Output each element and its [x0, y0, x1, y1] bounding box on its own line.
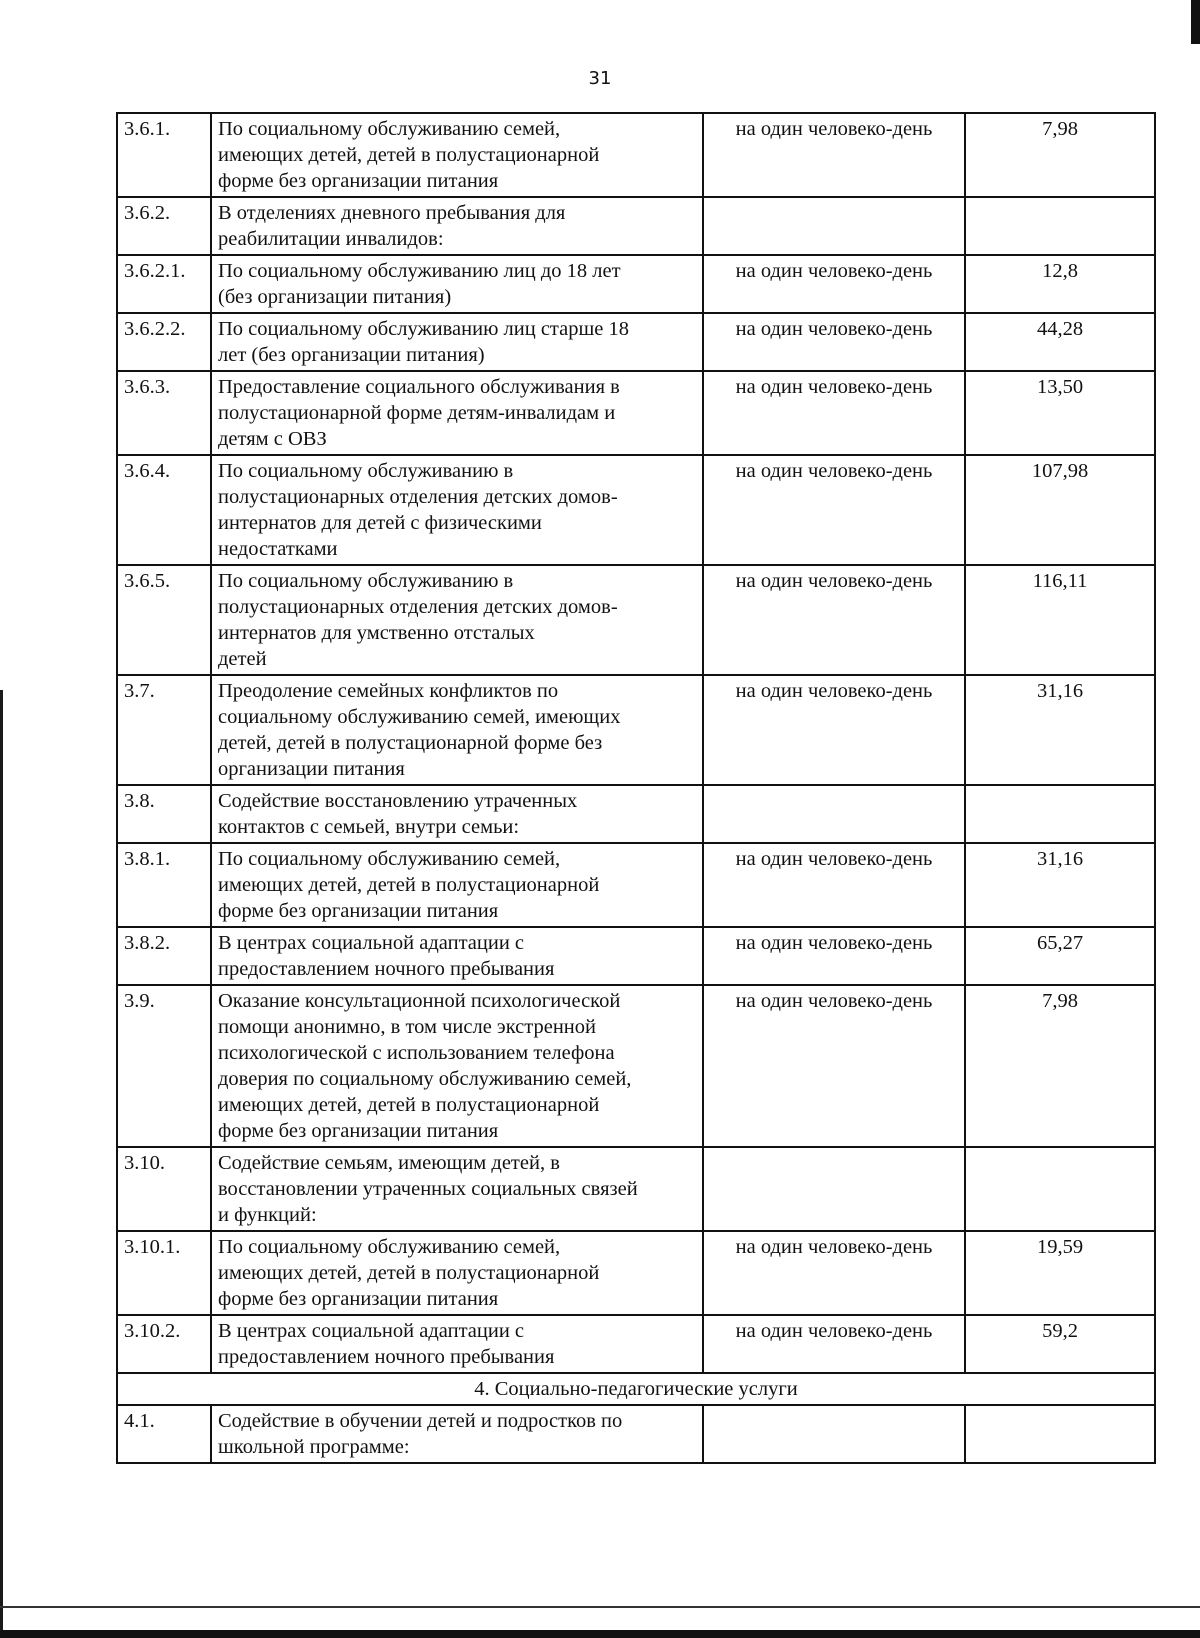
unit-of-measure-cell — [703, 113, 965, 197]
item-number: 3.6.3. — [124, 376, 171, 398]
item-number: 3.6.2.1. — [124, 260, 186, 282]
unit-of-measure: на один человеко-день — [735, 680, 933, 702]
service-description-cell — [211, 1231, 703, 1315]
item-number: 3.8.2. — [124, 932, 171, 954]
table-row — [117, 455, 1155, 565]
tariff-value-cell — [965, 455, 1155, 565]
table-row — [117, 675, 1155, 785]
tariff-value-cell — [965, 1147, 1155, 1231]
item-number: 3.9. — [124, 990, 155, 1012]
item-number-cell — [117, 113, 211, 197]
unit-of-measure-cell — [703, 1315, 965, 1373]
service-description: Содействие восстановлению утраченных контактов с семьей, внутри семьи: — [218, 790, 578, 838]
item-number-cell — [117, 565, 211, 675]
tariff-value-cell — [965, 371, 1155, 455]
item-number-cell — [117, 313, 211, 371]
tariff-value: 59,2 — [1042, 1320, 1078, 1342]
table-row — [117, 1405, 1155, 1463]
item-number-cell — [117, 1315, 211, 1373]
service-description-cell — [211, 255, 703, 313]
item-number-cell — [117, 985, 211, 1147]
table-row — [117, 255, 1155, 313]
table-row — [117, 1147, 1155, 1231]
unit-of-measure: на один человеко-день — [735, 570, 933, 592]
unit-of-measure: на один человеко-день — [735, 118, 933, 140]
service-description-cell — [211, 371, 703, 455]
item-number: 3.6.4. — [124, 460, 171, 482]
unit-of-measure: на один человеко-день — [735, 318, 933, 340]
item-number-cell — [117, 1147, 211, 1231]
tariff-value-cell — [965, 985, 1155, 1147]
service-description: По социальному обслуживанию лиц старше 18 лет (без организации питания) — [218, 318, 629, 366]
service-description: В отделениях дневного пребывания для реабилитации инвалидов: — [218, 202, 566, 250]
unit-of-measure-cell — [703, 843, 965, 927]
service-description: Преодоление семейных конфликтов по социальному обслуживанию семей, имеющих детей, детей в полустационарной форме без организации питания — [218, 680, 621, 780]
item-number-cell — [117, 197, 211, 255]
unit-of-measure-cell — [703, 255, 965, 313]
service-description-cell — [211, 565, 703, 675]
item-number-cell — [117, 455, 211, 565]
item-number: 3.10.2. — [124, 1320, 181, 1342]
item-number-cell — [117, 927, 211, 985]
tariff-value-cell — [965, 255, 1155, 313]
item-number-cell — [117, 675, 211, 785]
tariff-value-cell — [965, 1231, 1155, 1315]
unit-of-measure-cell — [703, 1231, 965, 1315]
item-number: 3.8.1. — [124, 848, 171, 870]
unit-of-measure-cell — [703, 785, 965, 843]
service-description-cell — [211, 113, 703, 197]
scan-edge-bottom — [0, 1630, 1200, 1638]
tariff-value: 31,16 — [1036, 848, 1084, 870]
service-description: По социальному обслуживанию семей, имеющих детей, детей в полустационарной форме без организации питания — [218, 1236, 600, 1310]
table-row — [117, 197, 1155, 255]
service-description-cell — [211, 1147, 703, 1231]
service-description: По социальному обслуживанию лиц до 18 лет (без организации питания) — [218, 260, 621, 308]
item-number-cell — [117, 1405, 211, 1463]
table-row — [117, 113, 1155, 197]
service-description-cell — [211, 455, 703, 565]
table-row — [117, 785, 1155, 843]
service-description-cell — [211, 675, 703, 785]
unit-of-measure: на один человеко-день — [735, 260, 933, 282]
service-description: По социальному обслуживанию семей, имеющих детей, детей в полустационарной форме без организации питания — [218, 848, 600, 922]
unit-of-measure: на один человеко-день — [735, 990, 933, 1012]
service-description-cell — [211, 985, 703, 1147]
item-number: 4.1. — [124, 1410, 155, 1432]
unit-of-measure-cell — [703, 675, 965, 785]
item-number-cell — [117, 1231, 211, 1315]
services-table-body — [117, 113, 1155, 1463]
service-description-cell — [211, 197, 703, 255]
unit-of-measure: на один человеко-день — [735, 1236, 933, 1258]
table-row — [117, 371, 1155, 455]
tariff-value: 107,98 — [1031, 460, 1089, 482]
service-description: По социальному обслуживанию семей, имеющих детей, детей в полустационарной форме без организации питания — [218, 118, 600, 192]
item-number: 3.6.1. — [124, 118, 171, 140]
scan-edge-top-right — [1191, 0, 1200, 44]
page-number: 31 — [588, 68, 612, 89]
tariff-value: 7,98 — [1042, 990, 1078, 1012]
item-number: 3.6.2. — [124, 202, 171, 224]
item-number-cell — [117, 785, 211, 843]
service-description-cell — [211, 785, 703, 843]
tariff-value: 7,98 — [1042, 118, 1078, 140]
table-row — [117, 313, 1155, 371]
service-description: Предоставление социального обслуживания в полустационарной форме детям-инвалидам и детям с ОВЗ — [218, 376, 620, 450]
item-number-cell — [117, 255, 211, 313]
service-description: По социальному обслуживанию в полустационарных отделения детских домов- интернатов для детей с физическими недостатками — [218, 460, 618, 560]
unit-of-measure: на один человеко-день — [735, 376, 933, 398]
item-number-cell — [117, 843, 211, 927]
tariff-value: 44,28 — [1036, 318, 1084, 340]
tariff-value-cell — [965, 197, 1155, 255]
service-description-cell — [211, 1405, 703, 1463]
tariff-value-cell — [965, 843, 1155, 927]
unit-of-measure-cell — [703, 565, 965, 675]
unit-of-measure-cell — [703, 197, 965, 255]
tariff-value: 116,11 — [1032, 570, 1088, 592]
unit-of-measure-cell — [703, 313, 965, 371]
tariff-value-cell — [965, 113, 1155, 197]
unit-of-measure-cell — [703, 371, 965, 455]
table-row — [117, 927, 1155, 985]
unit-of-measure: на один человеко-день — [735, 460, 933, 482]
tariff-value-cell — [965, 313, 1155, 371]
item-number: 3.6.2.2. — [124, 318, 186, 340]
services-table — [116, 112, 1156, 1464]
section-title: 4. Социально-педагогические услуги — [117, 1373, 1155, 1405]
item-number-cell — [117, 371, 211, 455]
unit-of-measure: на один человеко-день — [735, 848, 933, 870]
tariff-value-cell — [965, 675, 1155, 785]
service-description: Оказание консультационной психологической помощи анонимно, в том числе экстренной психологической с использованием телефона доверия по социальному обслуживанию семей, имеющих детей, детей в полустационарной форме без организации питания — [218, 990, 632, 1142]
service-description-cell — [211, 1315, 703, 1373]
table-row — [117, 985, 1155, 1147]
unit-of-measure: на один человеко-день — [735, 1320, 933, 1342]
service-description-cell — [211, 843, 703, 927]
tariff-value-cell — [965, 927, 1155, 985]
table-row — [117, 1315, 1155, 1373]
unit-of-measure-cell — [703, 985, 965, 1147]
tariff-value-cell — [965, 1405, 1155, 1463]
service-description-cell — [211, 927, 703, 985]
tariff-value: 19,59 — [1036, 1236, 1084, 1258]
unit-of-measure-cell — [703, 1147, 965, 1231]
table-row — [117, 1231, 1155, 1315]
service-description: В центрах социальной адаптации с предоставлением ночного пребывания — [218, 932, 555, 980]
unit-of-measure-cell — [703, 1405, 965, 1463]
table-row — [117, 565, 1155, 675]
scan-edge-bottom-line — [0, 1606, 1200, 1608]
table-row — [117, 843, 1155, 927]
tariff-value: 65,27 — [1036, 932, 1084, 954]
unit-of-measure: на один человеко-день — [735, 932, 933, 954]
item-number: 3.6.5. — [124, 570, 171, 592]
item-number: 3.10. — [124, 1152, 165, 1174]
service-description-cell — [211, 313, 703, 371]
tariff-value: 31,16 — [1036, 680, 1084, 702]
item-number: 3.10.1. — [124, 1236, 181, 1258]
scan-edge-left — [0, 690, 3, 1638]
service-description: Содействие в обучении детей и подростков по школьной программе: — [218, 1410, 623, 1458]
unit-of-measure-cell — [703, 455, 965, 565]
section-header-row — [117, 1373, 1155, 1405]
tariff-value: 12,8 — [1042, 260, 1078, 282]
tariff-value-cell — [965, 565, 1155, 675]
unit-of-measure-cell — [703, 927, 965, 985]
service-description: В центрах социальной адаптации с предоставлением ночного пребывания — [218, 1320, 555, 1368]
item-number: 3.7. — [124, 680, 155, 702]
service-description: Содействие семьям, имеющим детей, в восстановлении утраченных социальных связей и функций: — [218, 1152, 638, 1226]
service-description: По социальному обслуживанию в полустационарных отделения детских домов- интернатов для умственно отсталых детей — [218, 570, 618, 670]
tariff-value-cell — [965, 1315, 1155, 1373]
tariff-value: 13,50 — [1036, 376, 1084, 398]
item-number: 3.8. — [124, 790, 155, 812]
tariff-value-cell — [965, 785, 1155, 843]
